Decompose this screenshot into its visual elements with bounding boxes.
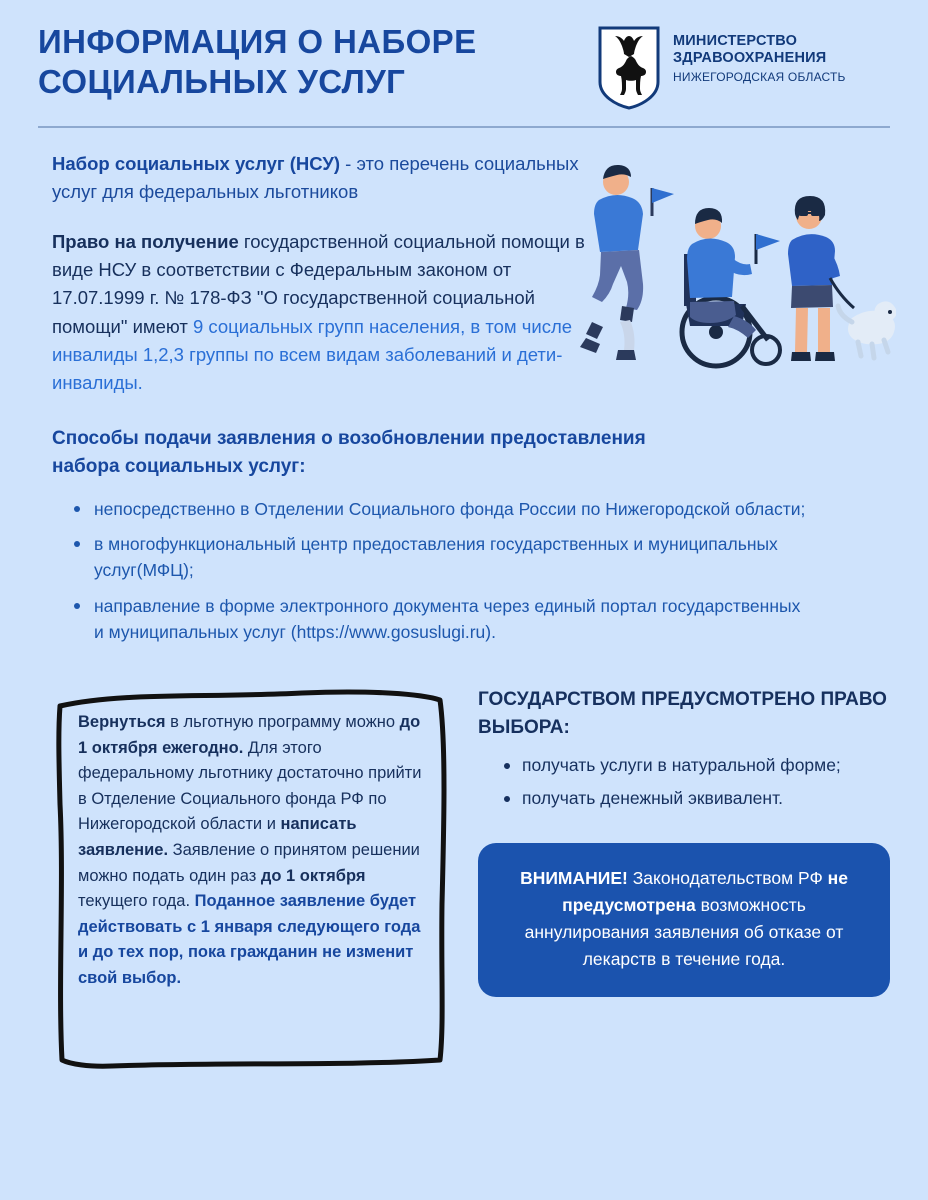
attention-label: ВНИМАНИЕ! xyxy=(520,867,628,888)
attention-text-1: Законодательством РФ xyxy=(627,867,828,888)
list-item: получать денежный эквивалент. xyxy=(504,786,890,811)
note-s4-bold: написать заявление. xyxy=(78,815,357,859)
rights-title: ГОСУДАРСТВОМ ПРЕДУСМОТРЕНО ПРАВО ВЫБОРА: xyxy=(478,689,887,738)
intro-para2-light: 9 социальных групп населения, в том числе инвалиды 1,2,3 группы по всем видам заболеваний и дети-инвалиды. xyxy=(52,315,573,393)
list-item: получать услуги в натуральной форме; xyxy=(504,753,890,778)
ways-title: Способы подачи заявления о возобновлении предоставления набора социальных услуг: xyxy=(52,427,646,478)
list-item: в многофункциональный центр предоставления государственных и муниципальных услуг(МФЦ); xyxy=(74,531,814,584)
intro-section xyxy=(38,128,890,397)
guide-dog xyxy=(838,301,896,358)
ways-section xyxy=(38,397,890,645)
attention-box xyxy=(478,843,890,998)
illustration-woman-with-dog xyxy=(788,196,896,361)
note-s5: Заявление о принятом решении можно подать один раз xyxy=(78,840,420,885)
intro-para2-bold: Право на получение xyxy=(52,231,239,253)
intro-paragraph-2 xyxy=(52,228,597,397)
intro-lead xyxy=(52,150,597,206)
logo-line-2: НИЖЕГОРОДСКАЯ ОБЛАСТЬ xyxy=(673,70,846,85)
note-s7: текущего года. xyxy=(78,892,195,911)
deer-emblem-icon xyxy=(598,26,660,110)
rights-list xyxy=(478,753,890,811)
header xyxy=(38,0,890,110)
note-s3: Для этого федеральному льготнику достаточно прийти в Отделение Социального фонда РФ по Нижегородской области и xyxy=(78,738,422,834)
ways-list xyxy=(52,496,890,645)
list-item: непосредственно в Отделении Социального фонда России по Нижегородской области; xyxy=(74,496,814,522)
intro-lead-bold: Набор социальных услуг (НСУ) xyxy=(52,153,341,174)
illustration-runner xyxy=(580,165,674,360)
return-note-box xyxy=(52,684,450,1074)
ministry-logo xyxy=(598,22,890,110)
page-title: ИНФОРМАЦИЯ О НАБОРЕ СОЦИАЛЬНЫХ УСЛУГ xyxy=(38,23,477,101)
note-s2-bold: до 1 октября ежегодно. xyxy=(78,713,421,757)
note-s1-bold: Вернуться xyxy=(78,713,166,732)
intro-lead-rest: - это перечень социальных услуг для федеральных льготников xyxy=(52,153,579,203)
return-note-text xyxy=(78,710,424,991)
note-s1-rest: в льготную программу можно xyxy=(165,713,400,732)
intro-para2-dark: государственной социальной помощи в виде НСУ в соответствии с Федеральным законом от 17.07.1999 г. № 178-ФЗ "О государственной социальной помощи" имеют xyxy=(52,231,585,337)
attention-text-2: возможность аннулирования заявления об отказе от лекарств в течение года. xyxy=(524,895,844,970)
attention-bold-2: не предусмотрена xyxy=(562,867,848,916)
rights-column xyxy=(478,684,890,1074)
illustration-wheelchair xyxy=(682,208,780,366)
bottom-section xyxy=(38,654,890,1074)
note-s8-blue: Поданное заявление будет действовать с 1 января следующего года и до тех пор, пока гражданин не изменит свой выбор. xyxy=(78,892,421,987)
people-illustration xyxy=(566,154,896,384)
note-s6-bold: до 1 октября xyxy=(260,866,366,885)
logo-line-1: МИНИСТЕРСТВО ЗДРАВООХРАНЕНИЯ xyxy=(673,33,827,67)
list-item: направление в форме электронного документа через единый портал государственных и муниципальных услуг (https://www.gosuslugi.ru). xyxy=(74,593,814,646)
